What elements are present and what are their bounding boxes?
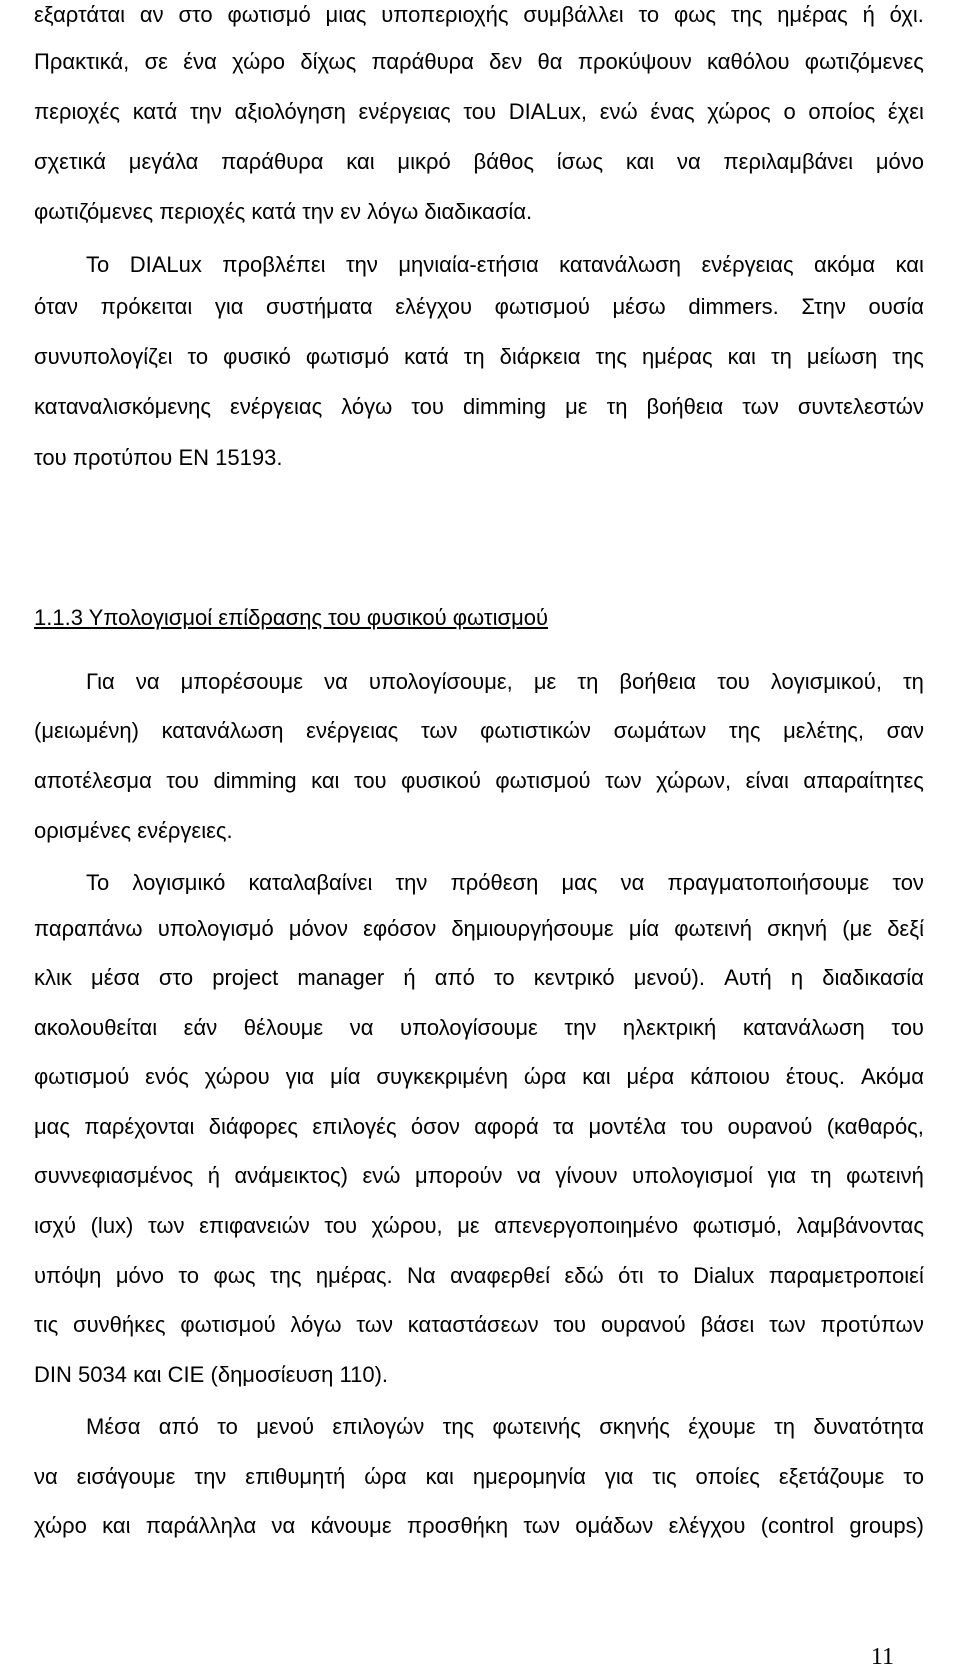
text-line: του προτύπου EN 15193. [34,445,283,470]
text-line: υπόψη μόνο το φως της ημέρας. Να αναφερθεί εδώ ότι το Dialux παραμετροποιεί [34,1263,924,1288]
text-line: συννεφιασμένος ή ανάμεικτος) ενώ μπορούν να γίνουν υπολογισμοί για τη φωτεινή [34,1163,924,1188]
text-line: κλικ μέσα στο project manager ή από το κεντρικό μενού). Αυτή η διαδικασία [34,965,924,990]
text-line: Για να μπορέσουμε να υπολογίσουμε, με τη βοήθεια του λογισμικού, τη [86,669,924,694]
text-line: φωτισμού ενός χώρου για μία συγκεκριμένη ώρα και μέρα κάποιου έτους. Ακόμα [34,1064,924,1089]
text-line: DIN 5034 και CIE (δημοσίευση 110). [34,1362,389,1387]
text-line: (μειωμένη) κατανάλωση ενέργειας των φωτιστικών σωμάτων της μελέτης, σαν [34,718,924,743]
text-line: Το λογισμικό καταλαβαίνει την πρόθεση μας να πραγματοποιήσουμε τον [86,870,924,895]
document-page [34,0,924,1678]
text-line: μας παρέχονται διάφορες επιλογές όσον αφορά τα μοντέλα του ουρανού (καθαρός, [34,1114,924,1139]
text-line: τις συνθήκες φωτισμού λόγω των καταστάσεων του ουρανού βάσει των προτύπων [34,1312,924,1337]
text-line: σχετικά μεγάλα παράθυρα και μικρό βάθος ίσως και να περιλαμβάνει μόνο [34,149,924,174]
text-line: καταναλισκόμενης ενέργειας λόγω του dimming με τη βοήθεια των συντελεστών [34,394,924,419]
text-line: συνυπολογίζει το φυσικό φωτισμό κατά τη διάρκεια της ημέρας και τη μείωση της [34,344,924,369]
page-number: 11 [870,1644,894,1670]
text-line: Το DIALux προβλέπει την μηνιαία-ετήσια κατανάλωση ενέργειας ακόμα και [86,252,924,277]
text-line: περιοχές κατά την αξιολόγηση ενέργειας του DIALux, ενώ ένας χώρος ο οποίος έχει [34,99,924,124]
text-line: ακολουθείται εάν θέλουμε να υπολογίσουμε την ηλεκτρική κατανάλωση του [34,1015,924,1040]
text-line: χώρο και παράλληλα να κάνουμε προσθήκη των ομάδων ελέγχου (control groups) [34,1513,924,1538]
text-line: να εισάγουμε την επιθυμητή ώρα και ημερομηνία για τις οποίες εξετάζουμε το [34,1464,924,1489]
text-line: ορισμένες ενέργειες. [34,818,233,843]
text-line: Πρακτικά, σε ένα χώρο δίχως παράθυρα δεν θα προκύψουν καθόλου φωτιζόμενες [34,49,924,74]
text-line: εξαρτάται αν στο φωτισμό μιας υποπεριοχής συμβάλλει το φως της ημέρας ή όχι. [34,2,924,27]
text-line: όταν πρόκειται για συστήματα ελέγχου φωτισμού μέσω dimmers. Στην ουσία [34,294,924,319]
text-line: φωτιζόμενες περιοχές κατά την εν λόγω διαδικασία. [34,199,533,224]
section-heading: 1.1.3 Υπολογισμοί επίδρασης του φυσικού φωτισμού [34,605,549,630]
text-line: Μέσα από το μενού επιλογών της φωτεινής σκηνής έχουμε τη δυνατότητα [86,1414,924,1439]
text-line: ισχύ (lux) των επιφανειών του χώρου, με απενεργοποιημένο φωτισμό, λαμβάνοντας [34,1213,924,1238]
text-line: παραπάνω υπολογισμό μόνον εφόσον δημιουργήσουμε μία φωτεινή σκηνή (με δεξί [34,916,924,941]
text-line: αποτέλεσμα του dimming και του φυσικού φωτισμού των χώρων, είναι απαραίτητες [34,768,924,793]
